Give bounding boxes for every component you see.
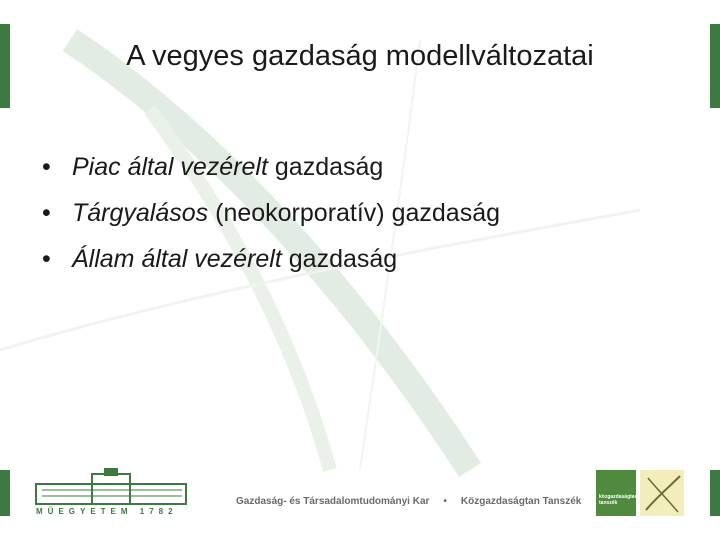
- bullet-list: [42, 144, 500, 282]
- department-badge: [596, 470, 636, 516]
- bullet-text: gazdaság: [281, 245, 398, 273]
- department-badge-line: közgazdaságtan: [599, 494, 638, 500]
- bullet-marker: •: [42, 199, 51, 227]
- footer-separator: •: [443, 496, 447, 507]
- bullet-marker: •: [42, 153, 51, 181]
- bullet-emphasis: Tárgyalásos: [72, 199, 209, 227]
- bullet-marker: •: [42, 245, 51, 273]
- department-emblem: [640, 470, 684, 516]
- bullet-emphasis: Állam által vezérelt: [72, 245, 282, 273]
- university-logo: [34, 466, 194, 516]
- slide-title: A vegyes gazdaság modellváltozatai: [126, 40, 594, 72]
- bullet-text: (neokorporatív) gazdaság: [208, 199, 501, 227]
- department-name: Közgazdaságtan Tanszék: [460, 496, 582, 507]
- bullet-emphasis: Piac által vezérelt: [72, 153, 268, 181]
- bullet-text: gazdaság: [267, 153, 384, 181]
- logo-caption: MŰEGYETEM 1782: [36, 507, 178, 516]
- department-badge-line: tanszék: [599, 500, 618, 506]
- bullet-item: [42, 190, 500, 236]
- bullet-item: [42, 236, 500, 282]
- footer-text: [236, 496, 581, 507]
- bullet-item: [42, 144, 500, 190]
- faculty-name: Gazdaság- és Társadalomtudományi Kar: [236, 496, 430, 507]
